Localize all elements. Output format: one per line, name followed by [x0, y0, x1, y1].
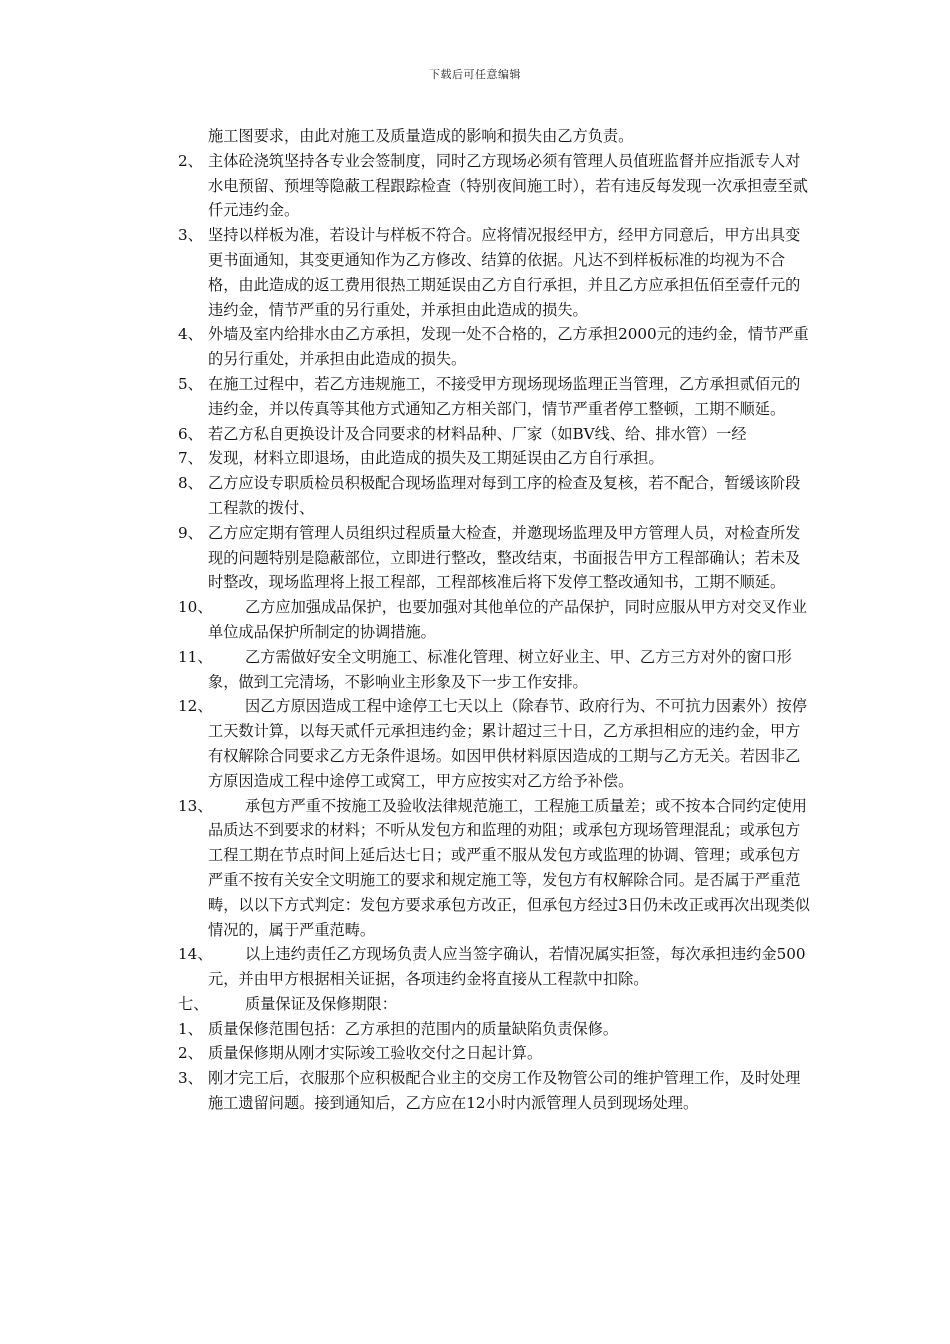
list-item-7 [178, 446, 810, 471]
list-item-6 [178, 422, 810, 447]
page-header: 下载后可任意编辑 [429, 68, 521, 81]
item-number: 4、 [178, 325, 203, 344]
document-body [178, 124, 810, 1116]
list-item-3 [178, 223, 810, 322]
section-number: 七、 [178, 994, 209, 1013]
list-item-11 [178, 645, 810, 695]
item-text: 承包方严重不按施工及验收法律规范施工，工程施工质量差；或不按本合同约定使用品质达不到要求的材料；不听从发包方和监理的劝阻；或承包方现场管理混乱；或承包方工程工期在节点时间上延后达七日；或严重不服从发包方或监理的协调、管理；或承包方严重不按有关安全文明施工的要求和规定施工等，发包方有权解除合同。是否属于严重范畴，以以下方式判定：发包方要求承包方改正，但承包方经过3日仍未改正或再次出现类似情况的，属于严重范畴。 [208, 796, 810, 939]
item-text: 质量保修期从刚才实际竣工验收交付之日起计算。 [208, 1044, 543, 1063]
item-number: 10、 [178, 598, 213, 617]
item-text: 乙方需做好安全文明施工、标准化管理、树立好业主、甲、乙方三方对外的窗口形象，做到工完清场，不影响业主形象及下一步工作安排。 [208, 647, 792, 691]
item-text: 乙方应定期有管理人员组织过程质量大检查，并邀现场监理及甲方管理人员，对检查所发现的问题特别是隐蔽部位，立即进行整改，整改结束，书面报告甲方工程部确认；若未及时整改，现场监理将上报工程部，工程部核准后将下发停工整改通知书，工期不顺延。 [208, 523, 801, 592]
item-text: 乙方应加强成品保护，也要加强对其他单位的产品保护，同时应服从甲方对交叉作业单位成品保护所制定的协调措施。 [208, 598, 807, 641]
item-text: 在施工过程中，若乙方违规施工，不接受甲方现场现场监理正当管理，乙方承担贰佰元的违约金，并以传真等其他方式通知乙方相关部门，情节严重者停工整顿，工期不顺延。 [208, 374, 801, 418]
item-number: 2、 [178, 1044, 203, 1063]
item-number: 3、 [178, 226, 203, 245]
item-number: 8、 [178, 474, 203, 493]
list-item-4 [178, 322, 810, 372]
item-number: 6、 [178, 424, 203, 443]
lead-paragraph: 施工图要求，由此对施工及质量造成的影响和损失由乙方负责。 [208, 127, 634, 145]
list-item-10 [178, 595, 810, 645]
list-item-9 [178, 521, 810, 595]
item-text: 发现，材料立即退场，由此造成的损失及工期延误由乙方自行承担。 [208, 449, 664, 468]
item-number: 9、 [178, 523, 203, 542]
item-number: 14、 [178, 945, 213, 964]
item-text: 刚才完工后，衣服那个应积极配合业主的交房工作及物管公司的维护管理工作，及时处理施工遗留问题。接到通知后，乙方应在12小时内派管理人员到现场处理。 [208, 1069, 801, 1113]
list-item-2 [178, 149, 810, 223]
item-text: 质量保修范围包括：乙方承担的范围内的质量缺陷负责保修。 [208, 1019, 619, 1038]
item-number: 3、 [178, 1069, 203, 1088]
item-text: 坚持以样板为准，若设计与样板不符合。应将情况报经甲方，经甲方同意后，甲方出具变更书面通知，其变更通知作为乙方修改、结算的依据。凡达不到样板标准的均视为不合格，由此造成的返工费用很热工期延误由乙方自行承担，并且乙方应承担伍佰至壹仟元的违约金，情节严重的另行重处，并承担由此造成的损失。 [208, 226, 801, 319]
item-number: 1、 [178, 1019, 203, 1038]
item-text: 以上违约责任乙方现场负责人应当签字确认，若情况属实拒签，每次承担违约金500元，并由甲方根据相关证据，各项违约金将直接从工程款中扣除。 [208, 945, 806, 989]
section-heading-7 [178, 992, 810, 1017]
item-text: 外墙及室内给排水由乙方承担，发现一处不合格的，乙方承担2000元的违约金，情节严重的另行重处，并承担由此造成的损失。 [208, 325, 809, 369]
warranty-item-1 [178, 1017, 810, 1042]
item-text: 若乙方私自更换设计及合同要求的材料品种、厂家（如BV线、给、排水管）一经 [208, 424, 747, 443]
item-text: 因乙方原因造成工程中途停工七天以上（除春节、政府行为、不可抗力因素外）按停工天数计算，以每天贰仟元承担违约金；累计超过三十日，乙方承担相应的违约金，甲方有权解除合同要求乙方无条件退场。如因甲供材料原因造成的工期与乙方无关。若因非乙方原因造成工程中途停工或窝工，甲方应按实对乙方给予补偿。 [208, 697, 807, 790]
item-number: 5、 [178, 374, 203, 393]
list-item-13 [178, 794, 810, 943]
item-text: 主体砼浇筑坚持各专业会签制度，同时乙方现场必须有管理人员值班监督并应指派专人对水电预留、预埋等隐蔽工程跟踪检查（特别夜间施工时），若有违反每发现一次承担壹至贰仟元违约金。 [208, 151, 808, 220]
item-number: 12、 [178, 697, 213, 716]
item-text: 乙方应设专职质检员积极配合现场监理对每到工序的检查及复核，若不配合，暂缓该阶段工程款的拨付、 [208, 474, 801, 517]
list-item-14 [178, 942, 810, 992]
item-number: 13、 [178, 796, 213, 815]
item-number: 2、 [178, 151, 203, 170]
list-item-8 [178, 471, 810, 521]
section-title: 质量保证及保修期限： [245, 994, 397, 1013]
warranty-item-2 [178, 1041, 810, 1066]
item-number: 7、 [178, 449, 203, 468]
warranty-item-3 [178, 1066, 810, 1116]
list-item-12 [178, 694, 810, 793]
list-item-5 [178, 372, 810, 422]
item-number: 11、 [178, 647, 213, 666]
